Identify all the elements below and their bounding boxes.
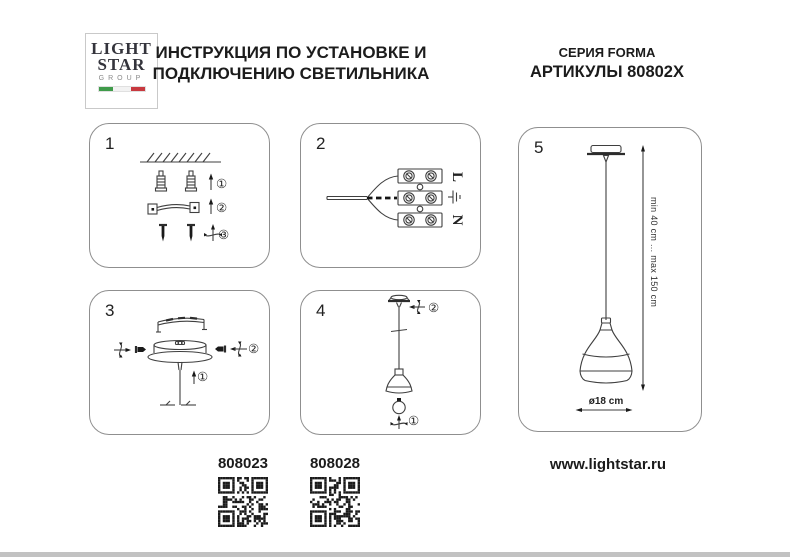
screw-icon — [159, 225, 167, 242]
ground-symbol-icon — [448, 191, 460, 204]
series-label: СЕРИЯ FORMA — [558, 45, 656, 60]
screwdriver-icon — [114, 343, 131, 358]
floor-hatch-icon — [160, 401, 196, 405]
step-number-5: 5 — [534, 138, 544, 157]
diameter-dimension-arrow — [576, 408, 633, 412]
website-link: www.lightstar.ru — [549, 456, 667, 473]
screwdriver-icon — [230, 342, 247, 357]
italian-flag-bar — [98, 86, 146, 92]
step-4-drawing — [301, 291, 482, 436]
wall-anchor-icon — [186, 171, 197, 191]
article-number-1: 808023 — [217, 455, 269, 472]
step-marker-2: ② — [248, 342, 260, 356]
terminal-label-live: L — [449, 171, 465, 182]
step-panel-2 — [300, 123, 481, 268]
qr-code-808023 — [218, 477, 268, 527]
diameter-label: ø18 cm — [588, 396, 624, 407]
articles-label: АРТИКУЛЫ 80802X — [530, 63, 684, 81]
step-panel-3 — [89, 290, 270, 435]
wall-anchor-icon — [156, 171, 167, 191]
pendant-cord-icon — [391, 307, 407, 369]
step-panel-4 — [300, 290, 481, 435]
arrow-up-icon — [192, 371, 196, 385]
screwdriver-icon — [409, 300, 425, 314]
canopy-icon — [148, 341, 212, 363]
ceiling-cap-icon — [388, 295, 410, 307]
pendant-cord-icon — [178, 362, 182, 405]
logo-word-star: STAR — [97, 55, 146, 74]
assembled-lamp-drawing — [519, 128, 703, 433]
scan-edge-strip — [0, 552, 790, 557]
logo-word-light: LIGHT — [91, 39, 152, 58]
page-title — [146, 42, 436, 84]
arrow-up-icon — [209, 174, 213, 191]
overview-panel-5 — [518, 127, 702, 432]
mounting-bracket-icon — [156, 318, 207, 332]
screw-icon — [187, 225, 195, 242]
height-range-label: min 40 cm ... max 150 cm — [649, 197, 659, 308]
logo-word-group: GROUP — [98, 75, 145, 82]
step-marker-1: ① — [408, 414, 420, 428]
step-number-3: 3 — [105, 301, 115, 320]
step-marker-1: ① — [197, 370, 209, 384]
step-panel-1 — [89, 123, 270, 268]
lampshade-icon — [580, 318, 632, 383]
lamp-socket-icon — [386, 369, 412, 393]
step-2-drawing — [301, 124, 482, 269]
step-number-1: 1 — [105, 134, 115, 153]
terminal-block-icon — [398, 169, 442, 227]
step-number-4: 4 — [316, 301, 326, 320]
article-number-2: 808028 — [309, 455, 361, 472]
rotation-arrow-icon — [391, 415, 408, 429]
step-marker-2: ② — [428, 301, 440, 315]
height-dimension-arrow — [641, 145, 645, 391]
terminal-label-neutral: N — [449, 214, 465, 226]
step-1-drawing — [90, 124, 271, 269]
step-marker-2: ② — [216, 201, 228, 215]
step-3-drawing — [90, 291, 271, 436]
wire-icon — [327, 176, 398, 220]
ceiling-plate-icon — [587, 146, 625, 163]
ceiling-hatch-icon — [140, 153, 221, 162]
title-line-2: ПОДКЛЮЧЕНИЮ СВЕТИЛЬНИКА — [152, 64, 430, 83]
mounting-bracket-icon — [148, 203, 199, 215]
arrow-up-icon — [209, 199, 213, 215]
qr-code-808028 — [310, 477, 360, 527]
screw-icon — [136, 346, 146, 353]
step-marker-3: ③ — [218, 228, 230, 242]
step-number-2: 2 — [316, 134, 326, 153]
bulb-icon — [393, 398, 405, 414]
screw-icon — [215, 346, 225, 353]
step-marker-1: ① — [216, 177, 228, 191]
title-line-1: ИНСТРУКЦИЯ ПО УСТАНОВКЕ И — [155, 43, 427, 62]
